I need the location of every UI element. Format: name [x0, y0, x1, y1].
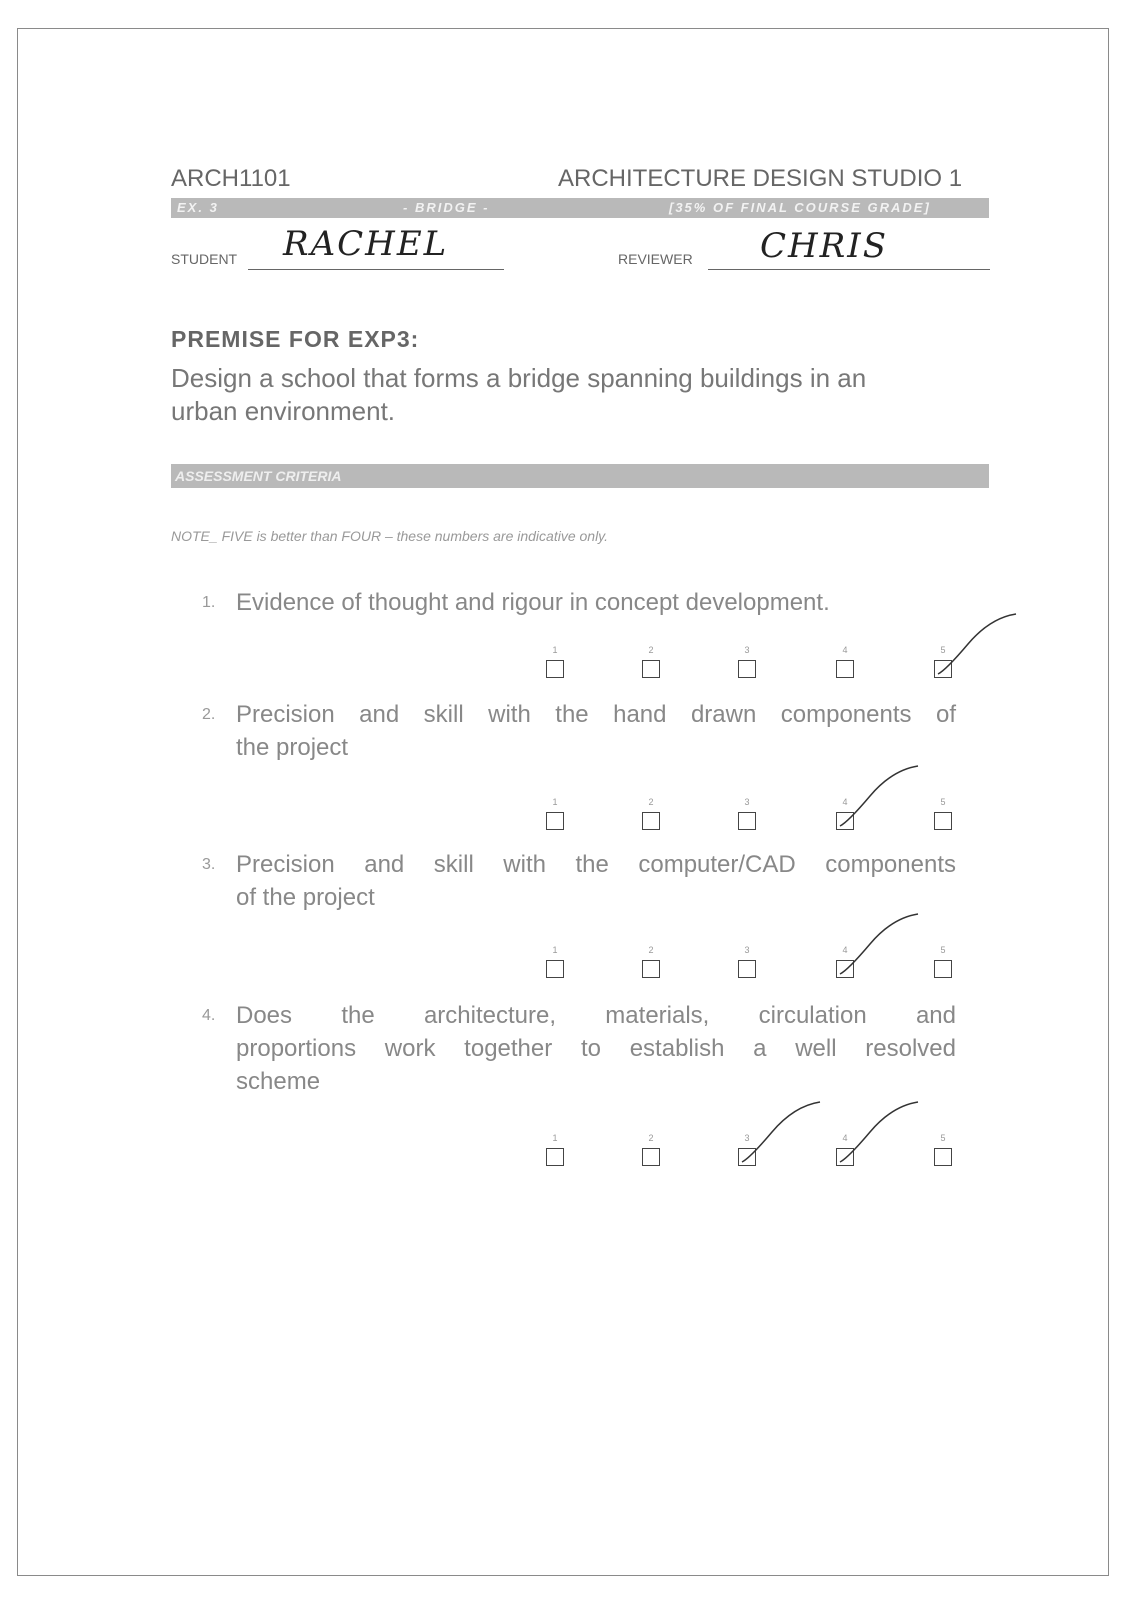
rating-label: 2 — [648, 797, 654, 807]
criterion-number: 4. — [202, 1007, 216, 1024]
criterion-line: proportions work together to establish a well resolved — [236, 1035, 956, 1062]
criterion-line: Does the architecture, materials, circulation and — [236, 1002, 956, 1029]
rating-label: 5 — [940, 645, 946, 655]
grade-weight: [35% OF FINAL COURSE GRADE] — [669, 200, 931, 215]
criterion-number: 3. — [202, 856, 216, 873]
checkmark-stroke — [938, 614, 1016, 674]
criterion-number: 1. — [202, 594, 216, 611]
rating-label: 3 — [744, 1133, 750, 1143]
rating-label: 3 — [744, 797, 750, 807]
checkmark-stroke — [840, 766, 918, 826]
rating-label: 5 — [940, 797, 946, 807]
rating-label: 4 — [842, 945, 848, 955]
rating-label: 5 — [940, 1133, 946, 1143]
criterion-line: Evidence of thought and rigour in concept development. — [236, 589, 830, 616]
premise-heading: PREMISE FOR EXP3: — [171, 326, 420, 352]
checkmark-stroke — [840, 914, 918, 974]
criterion-line: the project — [236, 734, 349, 761]
rating-label: 1 — [552, 945, 558, 955]
premise-line-1: Design a school that forms a bridge spanning buildings in an — [171, 363, 867, 393]
student-label: STUDENT — [171, 251, 238, 267]
rating-label: 5 — [940, 945, 946, 955]
rating-label: 2 — [648, 645, 654, 655]
project-label: - BRIDGE - — [403, 200, 490, 215]
rating-label: 3 — [744, 945, 750, 955]
rating-label: 1 — [552, 645, 558, 655]
rating-label: 3 — [744, 645, 750, 655]
reviewer-signature: CHRIS — [760, 226, 888, 266]
assessment-heading-text: ASSESSMENT CRITERIA — [175, 468, 342, 484]
checkmark-stroke — [742, 1102, 820, 1162]
rating-label: 1 — [552, 797, 558, 807]
reviewer-label: REVIEWER — [618, 251, 693, 267]
criterion-line: scheme — [236, 1068, 321, 1095]
premise-line-2: urban environment. — [171, 396, 396, 426]
student-signature: RACHEL — [283, 224, 449, 264]
rating-label: 4 — [842, 645, 848, 655]
checkmark-stroke — [840, 1102, 918, 1162]
rating-label: 4 — [842, 797, 848, 807]
course-code: ARCH1101 — [171, 165, 291, 192]
assessment-note: NOTE_ FIVE is better than FOUR – these numbers are indicative only. — [171, 528, 609, 544]
rating-label: 2 — [648, 945, 654, 955]
course-title: ARCHITECTURE DESIGN STUDIO 1 — [558, 165, 963, 192]
criterion-line: of the project — [236, 884, 375, 911]
criterion-number: 2. — [202, 706, 216, 723]
rating-label: 2 — [648, 1133, 654, 1143]
criterion-line: Precision and skill with the computer/CAD components — [236, 851, 956, 878]
rating-label: 1 — [552, 1133, 558, 1143]
criterion-line: Precision and skill with the hand drawn components of — [236, 701, 956, 728]
rating-label: 4 — [842, 1133, 848, 1143]
exercise-label: EX. 3 — [177, 200, 219, 215]
